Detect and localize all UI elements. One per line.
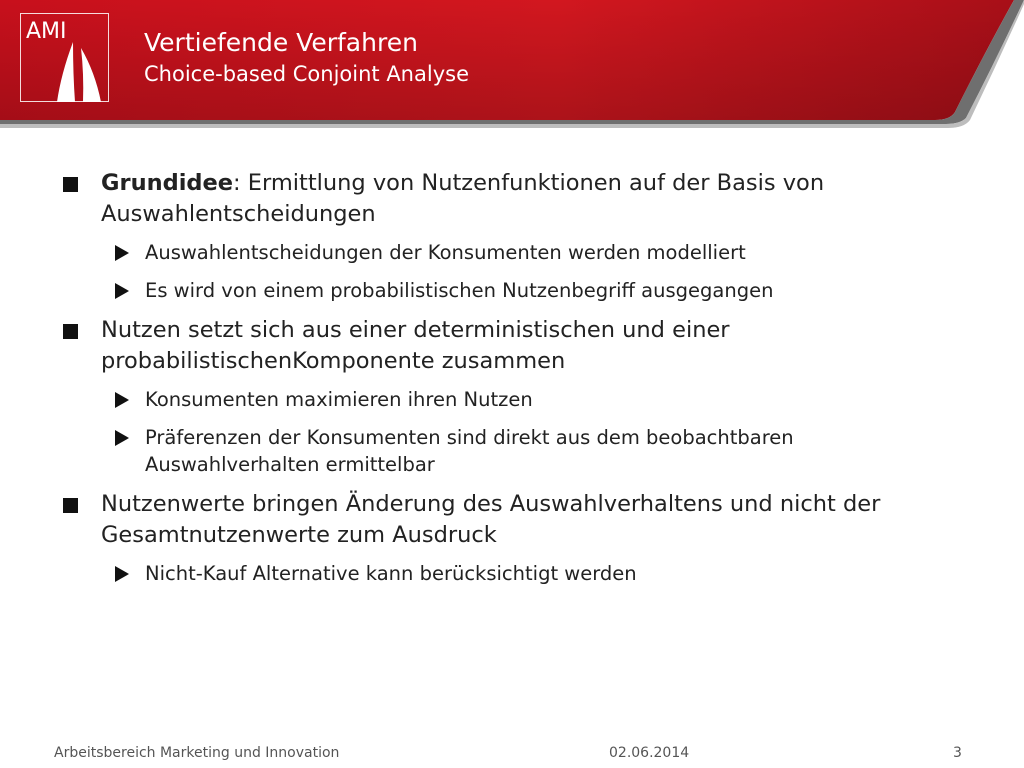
footer-date: 02.06.2014 <box>609 745 690 761</box>
sub-bullet-text: Es wird von einem probabilistischen Nutzenbegriff ausgegangen <box>145 279 774 302</box>
square-bullet-icon <box>63 324 78 339</box>
slide-content <box>60 168 960 598</box>
sub-bullet-item <box>114 277 960 304</box>
sub-bullet-text: Auswahlentscheidungen der Konsumenten werden modelliert <box>145 241 746 264</box>
arrow-bullet-icon <box>115 566 129 582</box>
bullet-item <box>60 315 960 377</box>
sub-bullet-text: Konsumenten maximieren ihren Nutzen <box>145 388 533 411</box>
sub-bullet-item <box>114 560 960 587</box>
arrow-bullet-icon <box>115 283 129 299</box>
sub-bullet-item <box>114 386 960 413</box>
arrow-bullet-icon <box>115 245 129 261</box>
bullet-item <box>60 489 960 551</box>
bullet-text: Nutzenwerte bringen Änderung des Auswahlverhaltens und nicht der Gesamtnutzenwerte zum Ausdruck <box>101 491 881 548</box>
bullet-item <box>60 168 960 230</box>
slide-title: Vertiefende Verfahren <box>144 28 418 57</box>
logo <box>20 13 109 102</box>
square-bullet-icon <box>63 177 78 192</box>
logo-text: AMI <box>26 19 67 44</box>
arrow-bullet-icon <box>115 430 129 446</box>
bullet-text: Nutzen setzt sich aus einer deterministischen und einer probabilistischenKomponente zusammen <box>101 317 730 374</box>
sub-bullet-item <box>114 424 960 478</box>
arrow-bullet-icon <box>115 392 129 408</box>
sub-bullet-text: Nicht-Kauf Alternative kann berücksichtigt werden <box>145 562 637 585</box>
sub-bullet-item <box>114 239 960 266</box>
bullet-bold-text: Grundidee <box>101 170 234 196</box>
footer-organization: Arbeitsbereich Marketing und Innovation <box>54 745 340 761</box>
header-banner <box>0 0 1024 128</box>
sail-icon <box>21 14 110 103</box>
bullet-text: : Ermittlung von Nutzenfunktionen auf der Basis von Auswahlentscheidungen <box>101 170 825 227</box>
square-bullet-icon <box>63 498 78 513</box>
page-number: 3 <box>953 745 962 761</box>
slide-subtitle: Choice-based Conjoint Analyse <box>144 62 469 86</box>
sub-bullet-text: Präferenzen der Konsumenten sind direkt aus dem beobachtbaren Auswahlverhalten ermittelbar <box>145 426 794 476</box>
